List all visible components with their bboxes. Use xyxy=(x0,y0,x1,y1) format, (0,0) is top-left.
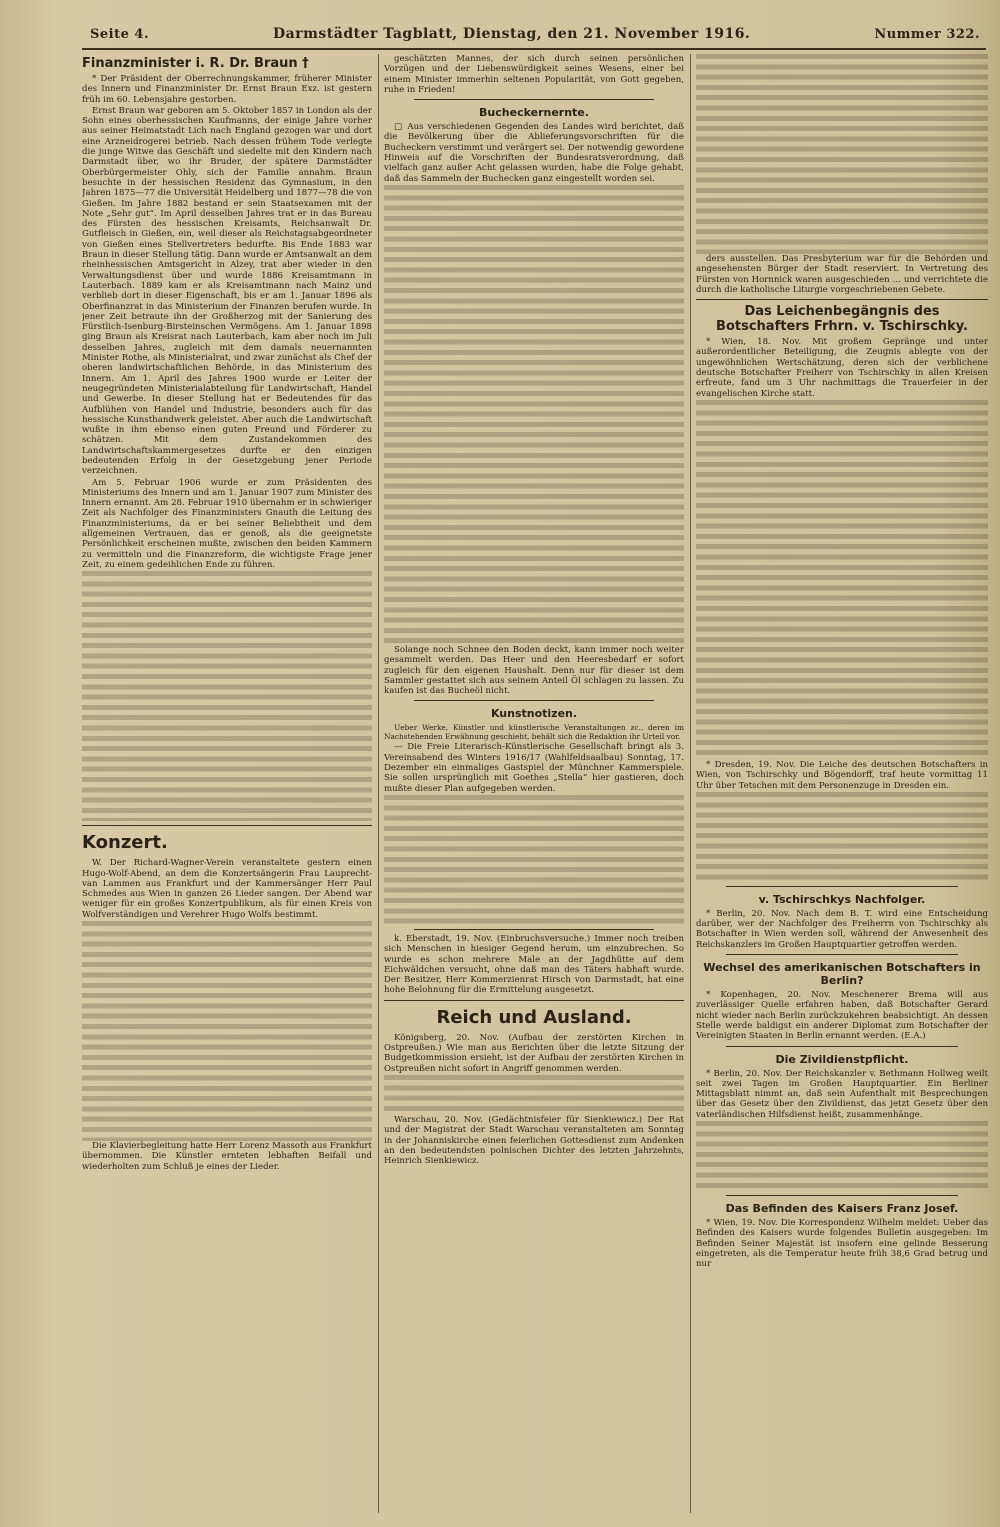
unreadable-text-lines xyxy=(696,1121,988,1191)
text-block xyxy=(384,1075,684,1115)
article-paragraph: * Dresden, 19. Nov. Die Leiche des deutschen Botschafters in Wien, von Tschirschky und Bögendorff, traf heute vormittag 11 Uhr über Tetschen mit dem Personenzuge in Dresden ein. xyxy=(696,759,988,791)
page-number: Seite 4. xyxy=(90,26,149,42)
article-rule xyxy=(82,825,372,826)
article-paragraph: Solange noch Schnee den Boden deckt, kann immer noch weiter gesammelt werden. Das Heer und den Heeresbedarf er sofort zugleich für den eigenen Haushalt. Denn nur für dieser ist dem Sammler gestattet sich aus seinem Anteil Öl schlagen zu lassen. Zu kaufen ist das Bucheöl nicht. xyxy=(384,644,684,697)
article-title: Bucheckernernte. xyxy=(479,106,589,120)
text-block xyxy=(384,185,684,645)
text-block xyxy=(82,571,372,821)
article-title: Konzert. xyxy=(82,832,168,854)
column-separator xyxy=(378,54,379,1513)
article-title: Das Leichenbegängnis des Botschafters Frhrn. v. Tschirschky. xyxy=(716,304,968,335)
masthead xyxy=(90,22,980,46)
issue-number: Nummer 322. xyxy=(874,26,980,42)
article-title: Kunstnotizen. xyxy=(490,707,578,721)
article-paragraph: ders ausstellen. Das Presbyterium war für die Behörden und angesehensten Bürger der Stadt reserviert. In Vertretung des Fürsten von Hornnick waren ausgeschieden ... und verrichtete die durch die katholische Liturgie vorgeschriebenen Gebete. xyxy=(696,254,988,295)
text-block xyxy=(696,792,988,882)
text-block xyxy=(82,921,372,1141)
article-paragraph: * Der Präsident der Oberrechnungskammer, früherer Minister des Innern und Finanzminister Dr. Ernst Braun Exz. ist gestern früh im 60. Lebensjahre gestorben. xyxy=(82,74,372,105)
article-paragraph: * Kopenhagen, 20. Nov. Meschenerer Brema will aus zuverlässiger Quelle erfahren haben, daß Botschafter Gerard nicht wieder nach Berlin zurückzukehren beabsichtigt. An dessen Stelle werde baldigst ein anderer Diplomat zum Botschafter der Vereinigten Staaten in Berlin ernannt werden. (E.A.) xyxy=(696,990,988,1042)
article-rule xyxy=(414,929,654,930)
unreadable-text-lines xyxy=(82,921,372,1141)
article-title: v. Tschirschkys Nachfolger. xyxy=(758,892,926,906)
article-title: Wechsel des amerikanischen Botschafters in Berlin? xyxy=(703,961,981,988)
article-title: Reich und Ausland. xyxy=(436,1006,632,1028)
article-rule xyxy=(726,1046,958,1047)
editorial-note: Ueber Werke, Künstler und künstlerische Veranstaltungen zc., deren im Nachstehenden Erwähnung geschieht, behält sich die Redaktion ihr Urteil vor. xyxy=(384,723,684,742)
article-rule xyxy=(726,1195,958,1196)
article-paragraph: * Wien, 18. Nov. Mit großem Gepränge und unter außerordentlicher Beteiligung, die Zeugnis ablegte von der ungewöhnlichen Wertschätzung, deren sich der verblichene deutsche Botschafter Freiherr von Tschirschky in allen Kreisen erfreute, fand um 3 Uhr nachmittags die Trauerfeier in der evangelischen Kirche statt. xyxy=(696,337,988,399)
unreadable-text-lines xyxy=(82,571,372,821)
article-title: Das Befinden des Kaisers Franz Josef. xyxy=(725,1202,959,1216)
article-paragraph: Königsberg, 20. Nov. (Aufbau der zerstörten Kirchen in Ostpreußen.) Wie man aus Berichten über die letzte Sitzung der Budgetkommission ersieht, ist der Aufbau der zerstörten Kirchen in Ostpreußen nicht sofort in Angriff genommen werden. xyxy=(384,1032,684,1074)
article-paragraph: — Die Freie Literarisch-Künstlerische Gesellschaft bringt als 3. Vereinsabend des Winters 1916/17 (Wahlfeldsaalbau) Sonntag, 17. Dezember ein einmaliges Gastspiel der Münchner Kammerspiele. Sie sollen ursprünglich mit Goethes „Stella“ hier gastieren, doch mußte dieser Plan aufgegeben werden. xyxy=(384,742,684,794)
unreadable-text-lines xyxy=(696,54,988,254)
article-rule xyxy=(414,700,654,701)
column-2 xyxy=(384,54,684,1513)
article-paragraph: geschätzten Mannes, der sich durch seinen persönlichen Vorzügen und der Liebenswürdigkeit seines Wesens, einer bei einem Minister immerhin seltenen Popularität, von Gott gegeben, ruhe in Frieden! xyxy=(384,54,684,95)
unreadable-text-lines xyxy=(696,400,988,760)
article-rule xyxy=(414,99,654,100)
article-paragraph: Die Klavierbegleitung hatte Herr Lorenz Massoth aus Frankfurt übernommen. Die Künstler ernteten lebhaften Beifall und wiederholten zum Schluß je eines der Lieder. xyxy=(82,1141,372,1172)
text-block xyxy=(696,54,988,254)
newspaper-title-date: Darmstädter Tagblatt, Dienstag, den 21. November 1916. xyxy=(273,26,751,42)
article-rule xyxy=(384,1000,684,1001)
unreadable-text-lines xyxy=(696,792,988,882)
text-block xyxy=(696,400,988,760)
column-separator xyxy=(690,54,691,1513)
article-title: Finanzminister i. R. Dr. Braun † xyxy=(82,56,309,71)
text-block xyxy=(696,1121,988,1191)
article-paragraph: * Wien, 19. Nov. Die Korrespondenz Wilhelm meldet: Ueber das Befinden des Kaisers wurde folgendes Bulletin ausgegeben: Im Befinden Seiner Majestät ist insofern eine gelinde Besserung eingetreten, als die Temperatur heute früh 38,6 Grad betrug und nur xyxy=(696,1218,988,1270)
article-paragraph: k. Eberstadt, 19. Nov. (Einbruchsversuche.) Immer noch treiben sich Menschen in hiesiger Gegend herum, um einzubrechen. So wurde es schon mehrere Male an der Jagdhütte auf dem Eichwäldchen versucht, ohne daß man des Täters habhaft wurde. Der Besitzer, Herr Kommerzienrat Hirsch von Darmstadt, hat eine hohe Belohnung für die Ermittelung ausgesetzt. xyxy=(384,933,684,996)
article-paragraph: Warschau, 20. Nov. (Gedächtnisfeier für Sienkiewicz.) Der Rat und der Magistrat der Stadt Warschau veranstalteten am Sonntag in der Johanniskirche einen feierlichen Gottesdienst zum Andenken an den bedeutendsten polnischen Dichter des letzten Jahrzehnts, Heinrich Sienkiewicz. xyxy=(384,1114,684,1167)
article-paragraph: * Berlin, 20. Nov. Der Reichskanzler v. Bethmann Hollweg weilt seit zwei Tagen im Großen Hauptquartier. Ein Berliner Mittagsblatt nimmt an, daß sein Aufenthalt mit Besprechungen über das Gesetz über den Zivildienst, das jetzt Gesetz über den vaterländischen Hilfsdienst heißt, zusammenhänge. xyxy=(696,1068,988,1120)
article-paragraph: Ernst Braun war geboren am 5. Oktober 1857 in London als der Sohn eines oberhessischen Kaufmanns, der einige Jahre vorher aus seiner Heimatstadt Lich nach England gezogen war und dort eine Arzneidrogerei betrieb. Nach dessen frühem Tode verlegte die junge Witwe das Geschäft und siedelte mit den Kindern nach Darmstadt über, wo ihr Bruder, der spätere Darmstädter Oberbürgermeister Ohly, sich der Familie annahm. Braun besuchte in der hessischen Residenz das Gymnasium, in den Jahren 1875—77 die Universität Heidelberg und 1877—78 die von Gießen. Im Jahre 1882 bestand er sein Staatsexamen mit der Note „Sehr gut“. Im April desselben Jahres trat er in das Bureau des Fürsten des hessischen Kreisamts, Reichsanwalt Dr. Gutfleisch in Gießen, ein, weil dieser als Reichstagsabgeordneter von Gießen eines Stellvertreters bedurfte. Bis Ende 1883 war Braun in dieser Stellung tätig. Dann wurde er Amtsanwalt an dem rheinhessischen Amtsgericht in Alzey, trat aber wieder in den Verwaltungsdienst über und wurde 1886 Kreisamtmann in Lauterbach. 1889 kam er als Kreisamtmann nach Mainz und verblieb dort in dieser Eigenschaft, bis er am 1. Januar 1896 als Oberfinanzrat in das Ministerium der Finanzen berufen wurde. In jener Zeit betraute ihn der Großherzog mit der Sanierung des Fürstlich-Isenburg-Birsteinschen Vermögens. Am 1. Januar 1898 ging Braun als Kreisrat nach Lauterbach, kam aber noch im Juli desselben Jahres, zugleich mit dem damals neuernannten Minister Rothe, als Ministerialrat, und zwar zunächst als Chef der oberen landwirtschaftlichen Behörde, in das Ministerium des Innern. Am 1. April des Jahres 1900 wurde er Leiter der neugegründeten Ministerialabteilung für Landwirtschaft, Handel und Gewerbe. In dieser Stellung hat er Bedeutendes für das Aufblühen von Handel und Industrie, besonders auch für das hessische Kunsthandwerk geleistet. Aber auch die Landwirtschaft wußte in ihm ebenso einen guten Freund und Förderer zu schätzen. Mit dem Zustandekommen des Landwirtschaftskammergesetzes durfte er den einzigen bedeutenden Erfolg in der Gesetzgebung jener Periode verzeichnen. xyxy=(82,105,372,477)
unreadable-text-lines xyxy=(384,1075,684,1115)
article-rule xyxy=(696,299,988,300)
unreadable-text-lines xyxy=(384,795,684,925)
unreadable-text-lines xyxy=(384,185,684,645)
article-paragraph: W. Der Richard-Wagner-Verein veranstaltete gestern einen Hugo-Wolf-Abend, an dem die Konzertsängerin Frau Lauprecht-van Lammen aus Frankfurt und der Kammersänger Herr Paul Schmedes aus Wien in ganzen 26 Lieder sangen. Der Abend war weniger für ein großes Konzertpublikum, als für einen Kreis von Wolfverständigen und Verehrer Hugo Wolfs bestimmt. xyxy=(82,858,372,920)
article-paragraph: Am 5. Februar 1906 wurde er zum Präsidenten des Ministeriums des Innern und am 1. Januar 1907 zum Minister des Innern ernannt. Am 28. Februar 1910 übernahm er in schwieriger Zeit als Nachfolger des Finanzministers Gnauth die Leitung des Finanzministeriums, da er bei seiner Beliebtheit und dem allgemeinen Vertrauen, das er genoß, als die geeignetste Persönlichkeit erscheinen mußte, zwischen den beiden Kammern zu vermitteln und die Finanzreform, die wichtigste Frage jener Zeit, zu einem gedeihlichen Ende zu führen. xyxy=(82,477,372,570)
header-rule xyxy=(82,48,986,50)
article-paragraph: □ Aus verschiedenen Gegenden des Landes wird berichtet, daß die Bevölkerung über die Ablieferungsvorschriften für die Bucheckern verstimmt und verärgert sei. Der notwendig gewordene Hinweis auf die Vorschriften der Bundesratsverordnung, daß vielfach ganz außer Acht gelassen wurden, habe die Folge gehabt, daß das Sammeln der Buchecken ganz eingestellt worden sei. xyxy=(384,122,684,184)
article-rule xyxy=(726,886,958,887)
column-3 xyxy=(696,54,988,1513)
article-paragraph: * Berlin, 20. Nov. Nach dem B. T. wird eine Entscheidung darüber, wer der Nachfolger des Freiherrn von Tschirschky als Botschafter in Wien werden soll, während der Anwesenheit des Reichskanzlers im Großen Hauptquartier getroffen werden. xyxy=(696,908,988,950)
article-title: Die Zivildienstpflicht. xyxy=(775,1052,909,1066)
text-block xyxy=(384,795,684,925)
article-rule xyxy=(726,954,958,955)
column-1 xyxy=(82,54,372,1513)
